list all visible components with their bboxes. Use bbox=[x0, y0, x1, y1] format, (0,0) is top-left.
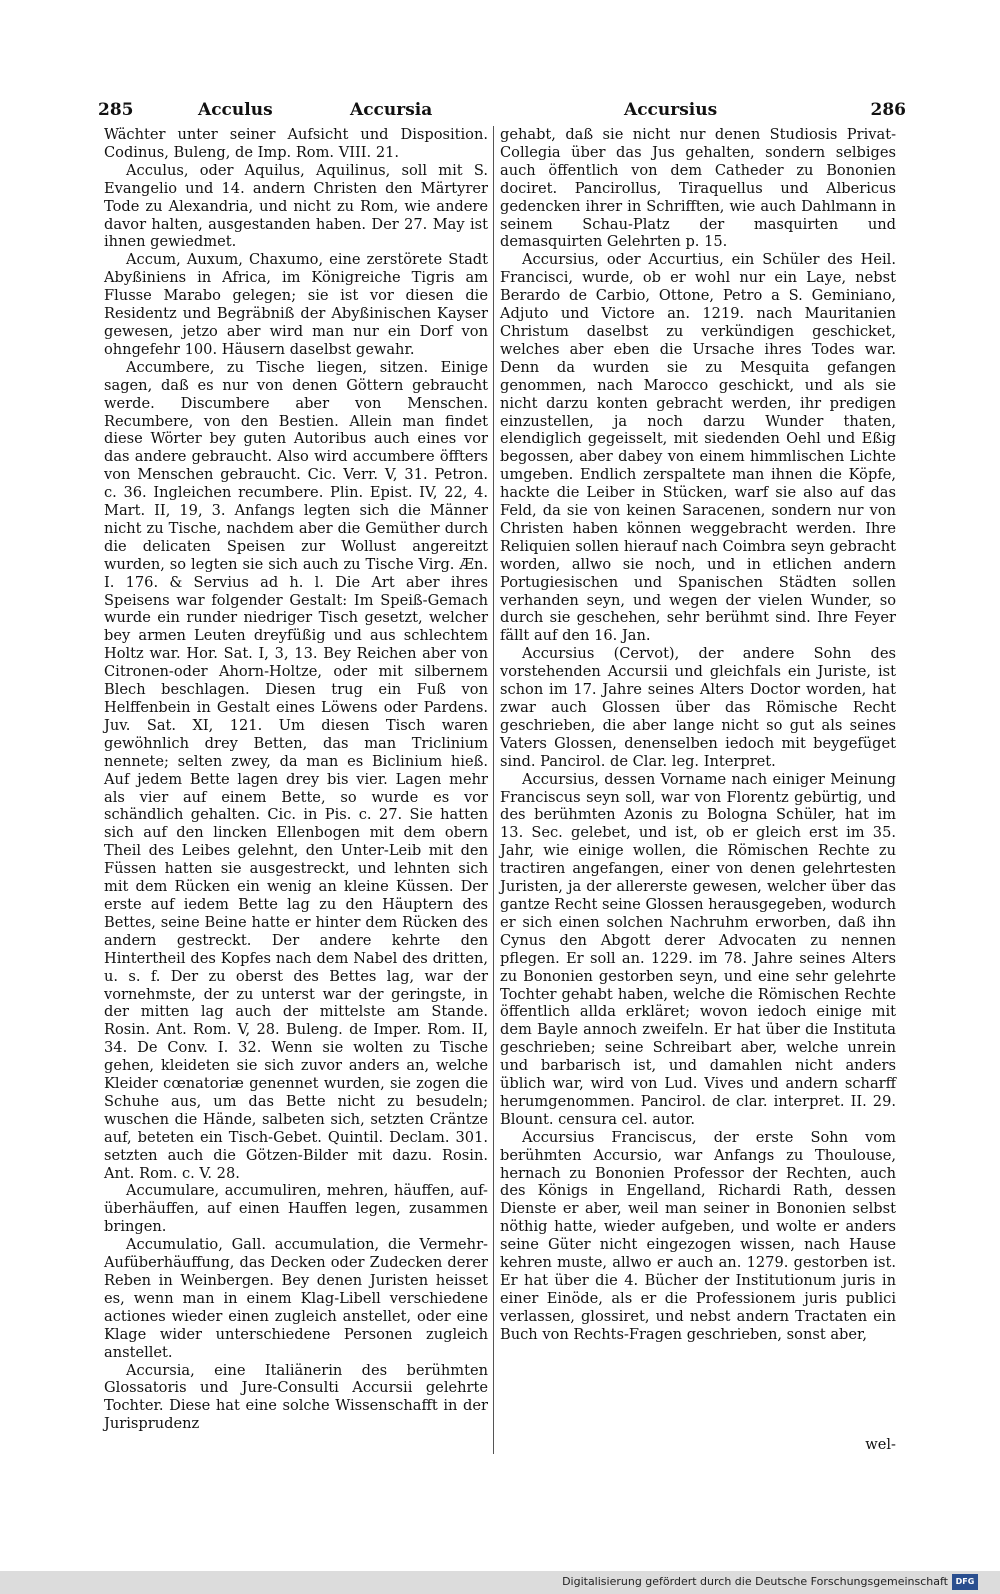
entry-accursius-franciscus: Accursius Franciscus, der erste Sohn vom berühmten Accursio, war Anfangs zu Thoulouse, hernach zu Bononien Professor der Rechten, auch des Königs in Engelland, Richardi Rath, dessen Dienste er aber, weil man seiner in Bononien selbst nöthig hatte, wieder aufgeben, und wolte er anders seine Güter nicht eingezogen wissen, nach Hause kehren muste, allwo er auch an. 1279. gestorben ist. Er hat über die 4. Bücher der Institutionum juris in einer Einöde, als er die Professionem juris publici verlassen, glossiret, und nebst andern Tractaten ein Buch von Rechts-Fragen geschrieben, sonst aber, bbox=[500, 1128, 896, 1343]
entry-accursia: Accursia, eine Italiänerin des berühmten Glossatoris und Jure-Consulti Accursii gelehrte Tochter. Diese hat eine solche Wissenschafft in der Jurisprudenz bbox=[104, 1361, 488, 1433]
entry-accumulatio: Accumulatio, Gall. accumulation, die Vermehr-Aufüberhäuffung, das Decken oder Zudecken derer Reben in Weinbergen. Bey denen Juristen heisset es, wenn man in einem Klag-Libell verschiedene actiones wieder einen zugleich anstellet, oder eine Klage wider unterschiedene Personen zugleich anstellet. bbox=[104, 1236, 488, 1361]
entry-acculus: Acculus, oder Aquilus, Aquilinus, soll mit S. Evangelio und 14. andern Christen den Märtyrer Tode zu Alexandria, und nicht zu Rom, wie andere davor halten, ausgestanden haben. Der 27. May ist ihnen gewiedmet. bbox=[104, 161, 488, 251]
dfg-logo-icon: DFG bbox=[952, 1574, 978, 1590]
page-number-right: 286 bbox=[870, 100, 906, 120]
right-entry-continued: gehabt, daß sie nicht nur denen Studiosis Privat-Collegia über das Jus gehalten, sondern selbiges auch öffentlich von dem Catheder zu Bononien dociret. Pancirollus, Tiraquellus und Albericus gedencken ihrer in Schrifften, wie auch Dahlmann in seinem Schau-Platz der masquirten und demasquirten Gelehrten p. 15. bbox=[500, 126, 896, 251]
catchword: wel- bbox=[865, 1436, 896, 1453]
header-catchword-1: Acculus bbox=[198, 100, 273, 120]
right-column bbox=[500, 126, 896, 1344]
left-entry-continued: Wächter unter seiner Aufsicht und Disposition. Codinus, Buleng, de Imp. Rom. VIII. 21. bbox=[104, 126, 488, 161]
entry-accumbere: Accumbere, zu Tische liegen, sitzen. Einige sagen, daß es nur von denen Göttern gebraucht werde. Discumbere aber von Menschen. Recumbere, von den Bestien. Allein man findet diese Wörter bey guten Autoribus auch eines vor das andere gebraucht. Also wird accumbere öffters von Menschen gebraucht. Cic. Verr. V, 31. Petron. c. 36. Ingleichen recumbere. Plin. Epist. IV, 22, 4. Mart. II, 19, 3. Anfangs legten sich die Männer nicht zu Tische, nachdem aber die Gemüther durch die delicaten Speisen zur Wollust angereitzt wurden, so legten sie sich auch zu Tische Virg. Æn. I. 176. & Servius ad h. l. Die Art aber ihres Speisens war folgender Gestalt: Im Speiß-Gemach wurde ein runder niedriger Tisch gesetzt, welcher bey armen Leuten dreyfüßig und aus schlechtem Holtz war. Hor. Sat. I, 3, 13. Bey Reichen aber von Citronen-oder Ahorn-Holtze, oder mit silbernem Blech beschlagen. Diesen trug ein Fuß von Helffenbein in Gestalt eines Löwens oder Pardens. Juv. Sat. XI, 121. Um diesen Tisch waren gewöhnlich drey Betten, das man Triclinium nennete; selten zwey, da man es Biclinium hieß. Auf jedem Bette lagen drey bis vier. Lagen mehr als vier auf einem Bette, so wurde es vor schändlich gehalten. Cic. in Pis. c. 27. Sie hatten sich auf den lincken Ellenbogen mit dem obern Theil des Leibes gelehnt, den Unter-Leib mit den Füssen hatten sie ausgestreckt, und lehnten sich mit dem Rücken ein wenig an kleine Küssen. Der erste auf iedem Bette lag zu den Häuptern des Bettes, seine Beine hatte er hinter dem Rücken des andern gestreckt. Der andere kehrte den Hintertheil des Kopfes nach dem Nabel des dritten, u. s. f. Der zu oberst des Bettes lag, war der vornehmste, der zu unterst war der geringste, in der mitten lag auch der mittelste am Stande. Rosin. Ant. Rom. V, 28. Buleng. de Imper. Rom. II, 34. De Conv. I. 32. Wenn sie wolten zu Tische gehen, kleideten sie sich zuvor anders an, welche Kleider cœnatoriæ genennet wurden, sie zogen die Schuhe aus, um das Bette nicht zu besudeln; wuschen die Hände, salbeten sich, setzten Cräntze auf, beteten ein Tisch-Gebet. Quintil. Declam. 301. setzten auch die Götzen-Bilder mit dazu. Rosin. Ant. Rom. c. V. 28. bbox=[104, 358, 488, 1182]
footer-bar bbox=[0, 1571, 1000, 1594]
header-catchword-2: Accursia bbox=[350, 100, 433, 120]
entry-accursius-francisci: Accursius, oder Accurtius, ein Schüler des Heil. Francisci, wurde, ob er wohl nur ein Laye, nebst Berardo de Carbio, Ottone, Petro a S. Geminiano, Adjuto und Victore an. 1219. nach Mauritanien Christum daselbst zu verkündigen geschicket, welches aber eben die Ursache ihres Todes war. Denn da wurden sie zu Mesquita gefangen genommen, nach Marocco geschickt, und als sie nicht darzu konten gebracht werden, ihr predigen einzustellen, ja noch darzu Wunder thaten, elendiglich gegeisselt, mit siedenden Oehl und Eßig begossen, aber dabey von einem himmlischen Lichte umgeben. Endlich zerspaltete man ihnen die Köpfe, hackte die Leiber in Stücken, warf sie also auf das Feld, da sie von keinen Saracenen, sondern nur von Christen haben können weggebracht werden. Ihre Reliquien sollen hierauf nach Coimbra seyn gebracht worden, allwo sie noch, und in etlichen andern Portugiesischen und Spanischen Städten sollen verhanden seyn, und wegen der vielen Wunder, so durch sie geschehen, sehr berühmt sind. Ihre Feyer fällt auf den 16. Jan. bbox=[500, 251, 896, 645]
entry-accursius-glossator: Accursius, dessen Vorname nach einiger Meinung Franciscus seyn soll, war von Florentz gebürtig, und des berühmten Azonis zu Bologna Schüler, hat im 13. Sec. gelebet, und ist, ob er gleich erst im 35. Jahr, wie einige wollen, die Römischen Rechte zu tractiren angefangen, einer von denen gelehrtesten Juristen, ja der allererste gewesen, welcher über das gantze Recht seine Glossen herausgegeben, wodurch er sich einen solchen Nachruhm erworben, daß ihn Cynus den Abgott derer Advocaten zu nennen pflegen. Er soll an. 1229. im 78. Jahre seines Alters zu Bononien gestorben seyn, und eine sehr gelehrte Tochter gehabt haben, welche die Römischen Rechte öffentlich allda erkläret; wovon iedoch einige mit dem Bayle annoch zweifeln. Er hat über die Instituta geschrieben; seine Schreibart aber, welche unrein und barbarisch ist, und damahlen nicht anders üblich war, wird von Lud. Vives und andern scharff herumgenommen. Pancirol. de clar. interpret. II. 29. Blount. censura cel. autor. bbox=[500, 770, 896, 1128]
entry-accursius-cervot: Accursius (Cervot), der andere Sohn des vorstehenden Accursii und gleichfals ein Juriste, ist schon im 17. Jahre seines Alters Doctor worden, hat zwar auch Glossen über das Römische Recht geschrieben, die aber lange nicht so gut als seines Vaters Glossen, denenselben iedoch mit beygefüget sind. Pancirol. de Clar. leg. Interpret. bbox=[500, 645, 896, 770]
column-divider bbox=[493, 126, 494, 1454]
left-column bbox=[104, 126, 488, 1433]
page-number-left: 285 bbox=[98, 100, 134, 120]
entry-accumulare: Accumulare, accumuliren, mehren, häuffen, auf-überhäuffen, auf einen Hauffen legen, zusammen bringen. bbox=[104, 1182, 488, 1236]
funding-notice: Digitalisierung gefördert durch die Deutsche Forschungsgemeinschaft bbox=[562, 1575, 948, 1588]
header-catchword-3: Accursius bbox=[624, 100, 718, 120]
entry-accum: Accum, Auxum, Chaxumo, eine zerstörete Stadt Abyßiniens in Africa, im Königreiche Tigris am Flusse Marabo gelegen; sie ist vor diesen die Residentz und Begräbniß der Abyßinischen Kayser gewesen, jetzo aber wird man nur ein Dorf von ohngefehr 100. Häusern daselbst gewahr. bbox=[104, 251, 488, 358]
